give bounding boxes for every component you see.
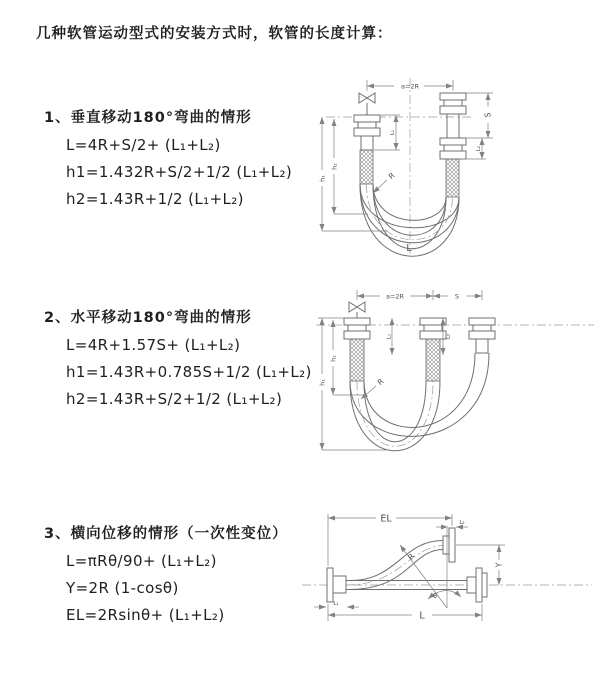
right-flange [467,568,487,602]
dim-label-r: R [406,551,417,562]
dim-label-l: L [406,243,412,254]
left-fitting [344,302,370,381]
dim-label-l2: L₂ [459,520,465,526]
dim-label-el: EL [380,513,392,525]
valve-icon [367,93,375,103]
dim-label-l: L [419,610,425,622]
right-fitting [440,93,466,197]
formula-h1: h1=1.432R+S/2+1/2 (L₁+L₂) [66,163,293,181]
dimensions [319,80,494,254]
dim-label-l1: L₁ [386,333,393,340]
dim-label-h2: h₂ [330,163,339,170]
diagram-vertical-180-bend [310,74,600,258]
dim-label-y: Y [494,562,504,568]
hose-curves [350,353,489,451]
section-2 [44,306,312,408]
section-1-heading: 1、垂直移动180°弯曲的情形 [44,110,252,126]
braided-hose-section [426,339,440,381]
middle-fitting [420,318,446,381]
formula-h1: h1=1.43R+0.785S+1/2 (L₁+L₂) [66,363,312,381]
formula-length: L=πRθ/90+ (L₁+L₂) [66,552,217,570]
section-1 [44,106,292,208]
valve-icon [359,93,367,103]
right-fitting [469,318,495,353]
dim-label-l1: L₁ [390,129,396,136]
upper-flange [443,528,455,562]
dim-label-r: R [375,376,386,388]
formula-length: L=4R+S/2+ (L₁+L₂) [66,136,221,154]
section-3 [44,522,288,624]
section-2-heading: 2、水平移动180°弯曲的情形 [44,310,252,326]
section-3-heading: 3、横向位移的情形（一次性变位） [44,526,288,542]
formula-h2: h2=1.43R+S/2+1/2 (L₁+L₂) [66,390,283,408]
diagram-horizontal-180-bend [310,282,600,454]
dim-label-l2: L₂ [445,333,452,340]
dim-label-l1: L₁ [333,601,339,607]
formula-y: Y=2R (1-cosθ) [66,579,179,597]
diagram-lateral-displacement [300,506,598,644]
left-flange [327,568,346,602]
dim-label-h1: h₁ [318,379,327,386]
dim-label-a2r: a=2R [400,82,420,91]
dim-label-s: S [454,292,460,301]
braided-hose-section [360,150,373,184]
braided-hose-section [350,339,364,381]
dim-label-l2: L₂ [476,145,482,152]
dim-label-h2: h₂ [329,355,338,362]
formula-h2: h2=1.43R+1/2 (L₁+L₂) [66,190,244,208]
dim-label-theta: θ [433,592,437,600]
dim-label-s: S [483,112,493,118]
page-title: 几种软管运动型式的安装方式时，软管的长度计算： [36,26,393,42]
formula-el: EL=2Rsinθ+ (L₁+L₂) [66,606,225,624]
dim-label-a2r: a=2R [385,292,405,301]
braided-hose-section [446,159,459,197]
valve-icon [349,302,357,312]
valve-icon [357,302,365,312]
left-fitting [354,93,380,184]
dim-label-h1: h₁ [318,175,327,182]
formula-length: L=4R+1.57S+ (L₁+L₂) [66,336,241,354]
dim-label-r: R [386,170,397,182]
